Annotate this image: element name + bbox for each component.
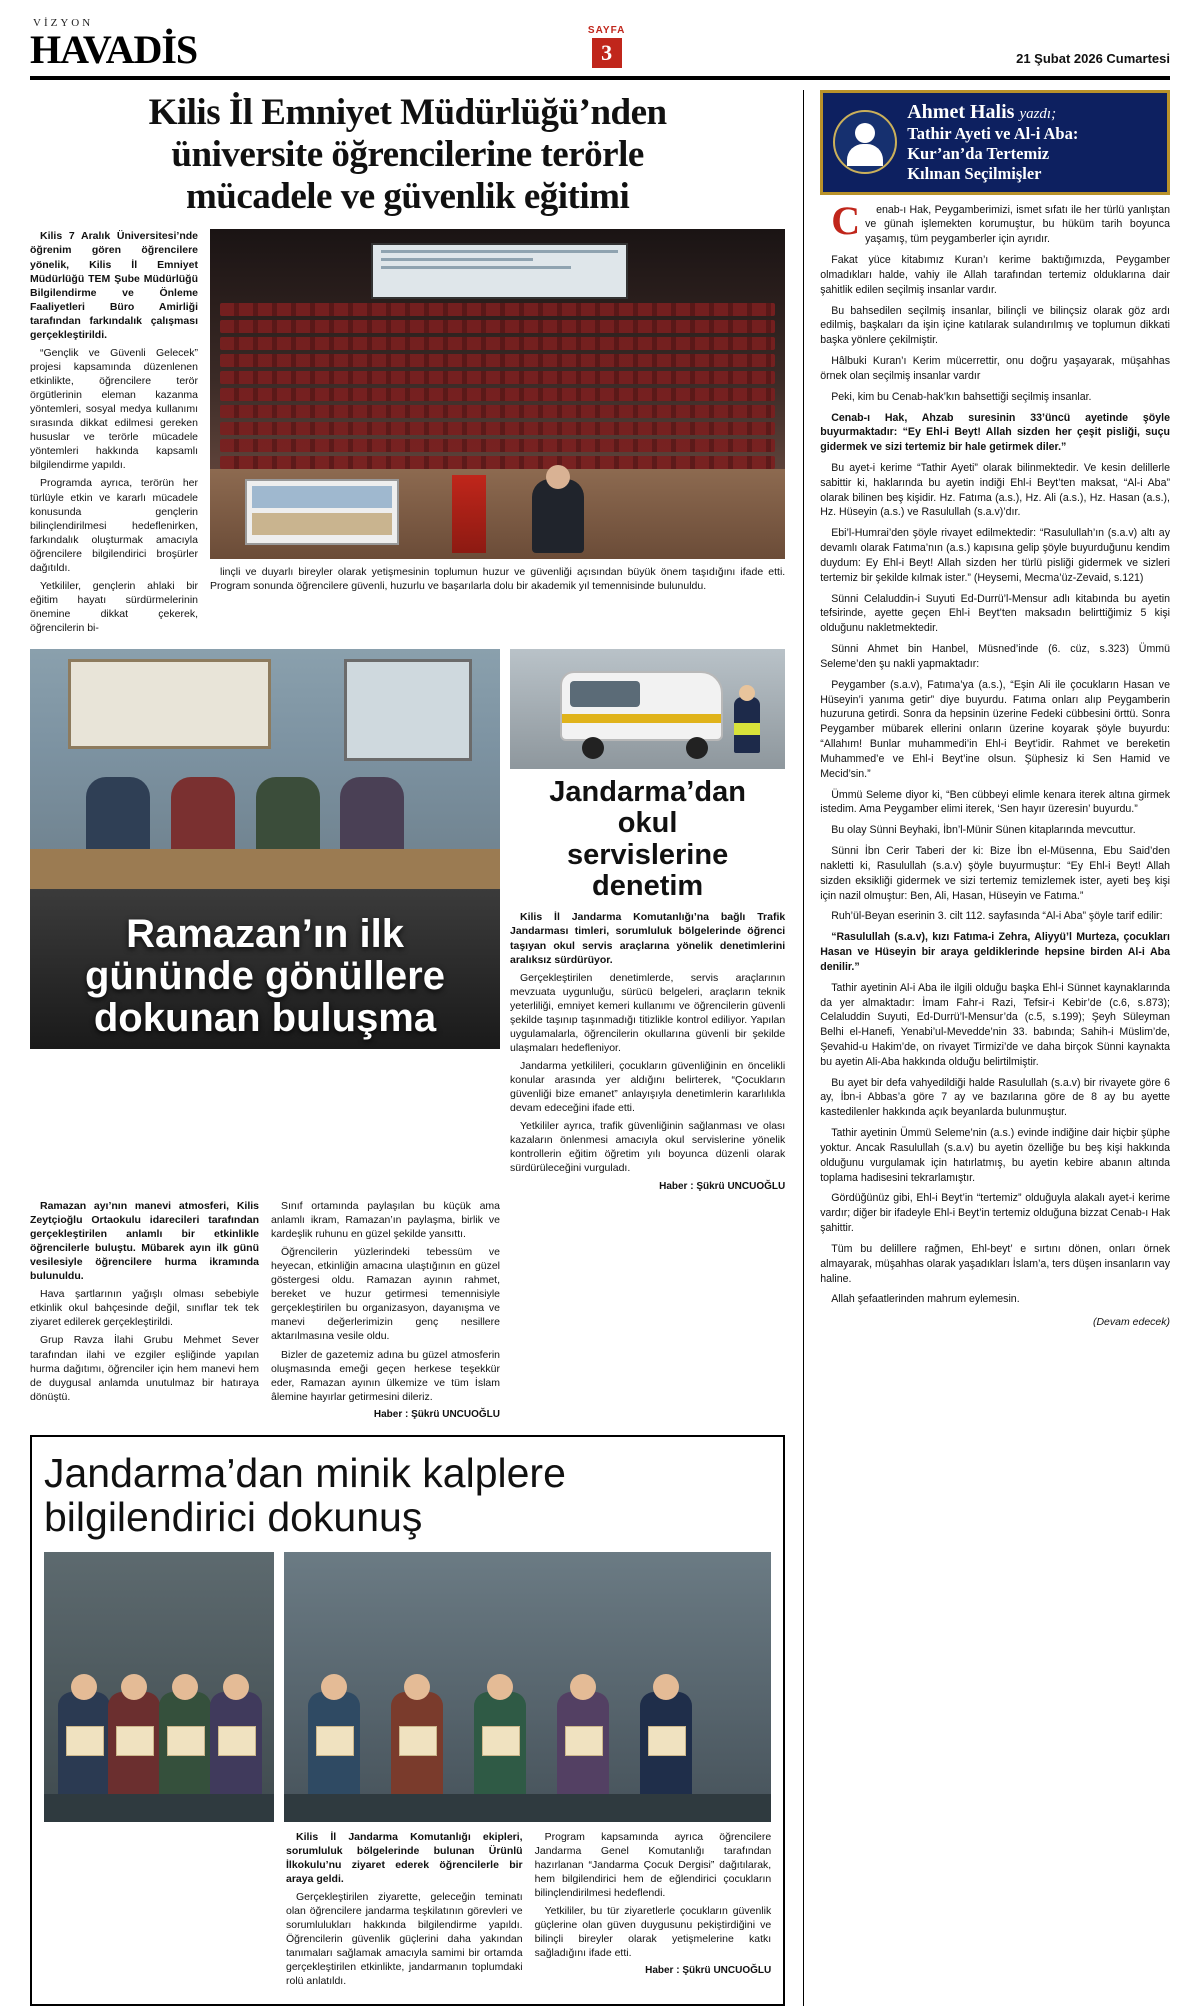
paragraph: Ebi’l-Humrai’den şöyle rivayet edilmektedir: “Rasulullah’ın (s.a.v) altı ay devamlı olarak Fatıma’nın (a.s.) kapısına gelip şöyle buyurduğunu kendim duydum: Ey Ehl-i Beyt! Allah sizden her türlü pisliği gidermek ve sizleri tertemiz bir şekilde kılmak ister.” (Heysemi, Mecma’üz-Zevaid, s.121): [820, 527, 1170, 584]
article2-col2: [271, 1199, 500, 1421]
logo-kicker: VİZYON: [33, 17, 94, 29]
article3-title-line1: Jandarma’dan: [549, 776, 746, 809]
article2-byline: Haber : Şükrü UNCUOĞLU: [373, 1408, 500, 1420]
photo-school-bus-inspection: [510, 649, 785, 769]
article1-col1: [30, 229, 198, 639]
article4-col1: [286, 1830, 523, 1993]
article1-headline-line2: üniversite öğrencilerine terörle: [171, 133, 644, 175]
article3-byline: Haber : Şükrü UNCUOĞLU: [659, 1180, 786, 1192]
van-window: [570, 681, 640, 707]
paragraph: Program kapsamında ayrıca öğrencilere Jandarma Genel Komutanlığı tarafından hazırlanan “Jandarma Çocuk Dergisi” dağıtılarak, hem bilgilendirici hem de eğlendirici çocukların bilinçlendirilmesi hedeflendi.: [534, 1830, 772, 1899]
photo-kids-group-2: [284, 1552, 771, 1822]
photo-kids-group-1: [44, 1552, 274, 1822]
paragraph: Bu bahsedilen seçilmiş insanlar, bilinçli ve bilinçsiz olarak göz ardı edilmiş, başkaları da işin içine katılarak sulandırılmış ve toplumun dikkati başka yönlere çekilmiştir.: [820, 304, 1170, 347]
paragraph: Gerçekleştirilen denetimlerde, servis araçlarının mevzuata uygunluğu, sürücü belgeleri, araçların teknik yeterliliği, emniyet kemeri kullanımı ve öğrencilerin güvenli şekilde taşınıp taşınmadığı titizlikle kontrol ediliyor. Yapılan uygulamalarla, öğrencilerin okullarına güvenli bir şekilde ulaşmaları hedefleniyor.: [510, 971, 786, 1054]
paragraph: Ümmü Seleme diyor ki, “Ben cübbeyi elimle kenara iterek altına girmek istedim. Ama Peygamber elimi iterek, ‘Sen hayır üzeresin’ buyurdu.”: [820, 788, 1170, 816]
column-body: [820, 197, 1170, 1330]
safety-vest: [734, 723, 760, 735]
page-number-badge: [588, 25, 625, 68]
paragraph: Bu olay Sünni Beyhaki, İbn’l-Münir Sünen kitaplarında mevcuttur.: [831, 824, 1136, 837]
logo-title: HAVADİS: [30, 27, 198, 72]
paragraph: Peygamber (s.a.v), Fatıma’ya (a.s.), “Eşin Ali ile çocukların Hasan ve Hüseyin’i yanıma getir” diye buyurdu. Fatıma onları alıp Peygamberin huzuruna getirdi. Sonra da hepsinin üzerine Fedeki cübbesini örttü. Sonra Peygamber mübarek ellerini onların üzerine koyarak şöyle buyurdu: “Allahım! Bunlar muhammedi’in Ehl-i Beyt’idir. Rahmet ve bereketin Muhammed’e ve Ehl-i Beyt’ine olsun. Şüphesiz ki Sen Hamid ve Mecid’sin.”: [820, 678, 1170, 780]
paragraph: Jandarma yetkilileri, çocukların güvenliğinin en öncelikli konular arasında yer aldığını belirterek, “Çocukların güvenliği bize emanet” anlayışıyla denetimlerin kararlılıkla devam edeceğini ifade etti.: [510, 1060, 786, 1115]
paragraph: “Gençlik ve Güvenli Gelecek” projesi kapsamında düzenlenen etkinlikte, öğrencilere terör örgütlerinin eleman kazanma yöntemleri, sosyal medya kullanımı sırasında dikkat edilmesi gereken hususlar ve terörle mücadele yöntemleri hakkında kapsamlı bilgilendirme yapıldı.: [30, 346, 198, 472]
paragraph: Peki, kim bu Cenab-hak’kın bahsettiği seçilmiş insanlar.: [831, 390, 1092, 403]
whiteboard: [68, 659, 271, 749]
column-footer: (Devam edecek): [1092, 1316, 1170, 1329]
page-body: [30, 90, 1170, 2006]
paragraph: Hava şartlarının yağışlı olması sebebiyle etkinlik okul bahçesinde değil, sınıflar tek tek ziyaret edilerek gerçekleştirildi.: [30, 1288, 259, 1329]
photo-classroom-ramazan: [30, 649, 500, 889]
avatar: [833, 110, 897, 174]
speaker-figure: [532, 479, 584, 553]
paragraph: Yetkililer, bu tür ziyaretlerle çocukların güvenlik güçlerine olan güven duygusunu pekiştirdiğini ve bilinçli bireyler olarak yetişmelerine katkı sağladığını ifade etti.: [534, 1905, 772, 1960]
article2-col1: [30, 1199, 259, 1421]
columnist-name: [907, 101, 1078, 124]
newspaper-logo: [30, 18, 197, 70]
paragraph: Yetkililer, gençlerin ahlaki bir eğitim hayatı sürdürmelerinin önemine dikkat çekerek, öğrencilerin bi-: [30, 579, 198, 635]
paragraph: Bizler de gazetemiz adına bu güzel atmosferin oluşmasında emeği geçen herkese teşekkür eder, Ramazan ayının ülkemize ve tüm İslam âlemine hayırlar getirmesini dileriz.: [271, 1348, 500, 1403]
paragraph: Grup Ravza İlahi Grubu Mehmet Sever tarafından ilahi ve ezgiler eşliğinde yapılan hurma dağıtımı, öğrenciler için hem manevi hem de duygusal anlamda unutulmaz bir hatıraya dönüştü.: [30, 1334, 259, 1403]
article2-title-line1: Ramazan’ın ilk: [126, 912, 404, 957]
article2-body: [30, 1199, 500, 1421]
columnist-header: [820, 90, 1170, 195]
article4-title-line1: Jandarma’dan minik kalplere: [44, 1450, 566, 1497]
article1-headline: [30, 92, 785, 217]
article2-title-line2: gününde gönüllere: [85, 954, 445, 999]
columnist-verb: yazdı;: [1019, 106, 1057, 122]
columnist-column: [803, 90, 1170, 2006]
paragraph: Programda ayrıca, terörün her türlüyle etkin ve kararlı mücadele konusunda gençlerin bilinçlendirilmesi hedeflenirken, farkındalık oluşturmak amacıyla öğrencilere bilgilendirici broşürler dağıtıldı.: [30, 477, 198, 574]
paragraph: Sınıf ortamında paylaşılan bu küçük ama anlamlı ikram, Ramazan’ın paylaşma, birlik ve kardeşlik ruhunu en güzel şekilde yansıttı.: [271, 1199, 500, 1241]
van-stripe: [562, 714, 722, 723]
paragraph: Gerçekleştirilen ziyarette, geleceğin teminatı olan öğrencilere jandarma teşkilatının görevleri ve sorumlulukları hakkında bilgilendirme yapıldı. Öğrencilerin güvenlik güçlerini daha yakından tanımaları sağlamak amacıyla samimi bir ortamda gerçekleştirilen etkinlikte, jandarmanın toplumdaki rolü anlatıldı.: [286, 1890, 523, 1988]
columnist-name-text: Ahmet Halis: [907, 101, 1015, 123]
paragraph: Yetkililer ayrıca, trafik güvenliğinin sağlanması ve olası kazaların önlenmesi amacıyla okul servislerine yönelik kontrollerin eğitim öğretim yılı boyunca düzenli olarak sürdürüleceğini vurguladı.: [510, 1120, 786, 1175]
paragraph: Ruh’ül-Beyan eserinin 3. cilt 112. sayfasında “Al-i Aba” şöyle tarif edilir:: [831, 910, 1163, 923]
flag: [452, 475, 486, 553]
article3-title: [510, 777, 785, 902]
paragraph: Bu ayet-i kerime “Tathir Ayeti” olarak bilinmektedir. Ve kesin delillerle sabittir ki, haklarında bu ayetin indiği Ehl-i Beyt’ten maksat, “Al-i Aba” olarak bilinen beş kişidir. Hz. Fatıma (a.s.), Hz. Ali (a.s.), Hz. Hasan (a.s.), Hz. Hüseyin (a.s.) ve Rasulullah (s.a.v)’dır.: [820, 462, 1170, 519]
audience-seats: [210, 299, 785, 473]
article-police-training: [30, 92, 785, 639]
article2-title: [30, 913, 500, 1039]
paragraph: Hâlbuki Kuran’ı Kerim mücerrettir, onu doğru yaşayarak, müşahhas örnek olan seçilmiş insanlar vardır: [820, 355, 1170, 382]
paragraph: “Rasulullah (s.a.v), kızı Fatıma-i Zehra, Aliyyü’l Murteza, çocukları Hasan ve Hüseyin bir araya geldiklerinde hepsine birden Al-i Aba denilir.”: [820, 931, 1170, 973]
article2-banner: [30, 889, 500, 1049]
article-jandarma-kids: [30, 1435, 785, 2006]
paragraph: Bu ayet bir defa vahyedildiği halde Rasulullah (s.a.v) bir rivayete göre 6 ay, İbn-i Abbas’a göre 7 ay ve bazılarına göre de 8 ay bu ayette kastedilenler hakkında açık beyanlarda bulunmuştur.: [820, 1076, 1170, 1119]
paragraph: Sünni İbn Cerir Taberi der ki: Bize İbn el-Müsenna, Ebu Said’den nakletti ki, Rasulullah (s.a.v) şöyle buyurmuştur: “Ey Ehl-i Beyt! Allah sizden eksikliği gidermek ve sizi tertemiz temizlemek ister, ayeti beş kişi için nazil olmuştur: Ben, Ali, Hasan, Hüseyin ve Fatıma.”: [820, 845, 1170, 902]
paragraph: Gördüğünüz gibi, Ehl-i Beyt’in “tertemiz” olduğuyla alakalı ayet-i kerime vardır; diğer bir ifadeyle Ehl-i Beyt’in tertemiz olduğuna bizzat Cenab-ı Hak şahittir.: [820, 1192, 1170, 1235]
masthead: [30, 18, 1170, 80]
column-title-line1: Tathir Ayeti ve Al-i Aba:: [907, 124, 1079, 144]
article3-title-line3: servislerine: [566, 838, 729, 871]
photo-conference-hall: [210, 229, 785, 559]
column-title-line3: Kılınan Seçilmişler: [907, 163, 1042, 183]
paragraph-text: enab-ı Hak, Peygamberimizi, ismet sıfatı ile her türlü yanlıştan ve günah işlemekten korumuştur, bu hüküm tarih boyunca yaşamış, tüm peygamberler için ayrıdır.: [865, 203, 1170, 246]
paragraph: Ramazan ayı’nın manevi atmosferi, Kilis Zeytçioğlu Ortaokulu idarecileri tarafından gerçekleştirilen anlamlı bir etkinlikle öğrencilerle buluştu. Mübarek ayın ilk günü vesilesiyle öğrencilere hurma ikramında bulunuldu.: [30, 1199, 259, 1283]
paragraph: Tathir ayetinin Ümmü Seleme’nin (a.s.) evinde indiğine dair hiçbir şüphe yoktur. Ancak Rasulullah (s.a.v) bu ayetin özelliğe bu beş kişi hakkında olduğunu vurgulamak için hatırlatmış, bu ayetin kebire abanın altında toplama hadisesini tekrarlamıştır.: [820, 1127, 1170, 1184]
paragraph: linçli ve duyarlı bireyler olarak yetişmesinin toplumun huzur ve güvenliği açısından büyük önem taşıdığını ifade etti. Program sonunda öğrencilere güvenli, huzurlu ve başarılarla dolu bir akademik yıl temennisinde bulunuldu.: [210, 566, 786, 593]
article2-title-line3: dokunan buluşma: [93, 996, 437, 1041]
article4-title: [44, 1451, 771, 1540]
paragraph: Sünni Ahmet bin Hanbel, Müsned’inde (6. cüz, s.323) Ümmü Seleme’den şu nakli yapmaktadır:: [820, 643, 1170, 670]
column-title-line2: Kur’an’da Tertemiz: [907, 143, 1050, 163]
page-label: SAYFA: [587, 25, 626, 36]
stage: [210, 469, 785, 559]
paragraph-first: [820, 197, 1170, 247]
paragraph: Tüm bu delillere rağmen, Ehl-beyt’ e sırtını dönen, onları örnek almayarak, müşahhas olarak yaşadıkları İslam’a, ters düşen insanların vay haline.: [820, 1242, 1170, 1285]
school-van: [560, 671, 724, 741]
article3-title-line2: okul: [617, 807, 678, 840]
left-column: [30, 90, 785, 2006]
paragraph: Sünni Celaluddin-i Suyuti Ed-Durrü’l-Mensur adlı kitabında bu ayetin tefsirinde, ayette geçen Ehl-i Beyt’ten maksadın belirttiğimiz 5 kişi olduğunu nakletmektedir.: [820, 592, 1170, 635]
article3-body: [510, 910, 785, 1193]
article1-headline-line3: mücadele ve güvenlik eğitimi: [185, 175, 630, 217]
projection-screen: [371, 243, 628, 299]
paragraph: Fakat yüce kitabımız Kuran’ı kerime baktığımızda, Peygamber olmadıkları halde, vahiy ile Allah tarafından tertemiz olduklarına dair şahitlik edilen seçilmiş insanlar vardır.: [820, 254, 1170, 296]
desk: [30, 849, 500, 889]
article4-byline: Haber : Şükrü UNCUOĞLU: [645, 1965, 772, 1977]
paragraph: Kilis 7 Aralık Üniversitesi’nde öğrenim gören öğrencilere yönelik, Kilis İl Emniyet Müdürlüğü TEM Şube Müdürlüğü Bilgilendirme ve Önleme Faaliyetleri Büro Amirliği tarafından farkındalık çalışması gerçekleştirildi.: [30, 230, 198, 341]
article1-headline-line1: Kilis İl Emniyet Müdürlüğü’nden: [148, 92, 667, 133]
paragraph: Tathir ayetinin Al-i Aba ile ilgili olduğu başka Ehl-i Sünnet kaynaklarında da yer almaktadır: İmam Fahr-i Razi, Tefsir-i Kebir’de (c.6, s.873); Celaluddin Suyuti, Ed-Durrü’l-Mensur’da (c.5, s.199); Şeyh Süleyman Belhi el-Hanefi, Yenabi’ul-Mevedde’nin 33. babında; Sahih-i Müslim’de, Şevahid-u Hakim’de, on rivayet Tirmizi’de ve daha birçok Sünni kaynakta bu ayetin Ali-Aba hakkında olduğu belirtilmiştir.: [820, 981, 1170, 1068]
drop-cap: C: [831, 197, 861, 243]
article1-col2: [210, 565, 785, 597]
paragraph: Öğrencilerin yüzlerindeki tebessüm ve heyecan, etkinliğin amacına ulaştığının en güzel göstergesi oldu. Ramazan ayının rahmet, bereket ve huzur getirmesi temennisiyle gerçekleştirilen bu organizasyon, dayanışma ve manevi değerlerimizin genç nesillere aktarılmasına vesile oldu.: [271, 1246, 500, 1343]
paragraph: Kilis İl Jandarma Komutanlığı’na bağlı Trafik Jandarması timleri, sorumluluk bölgelerinde öğrenci taşıyan okul servis araçlarına yönelik denetimlerini aralıksız sürdürüyor.: [510, 911, 786, 966]
page-number: 3: [592, 38, 622, 68]
article4-col2: [535, 1830, 772, 1993]
paragraph: Allah şefaatlerinden mahrum eylemesin.: [831, 1293, 1020, 1306]
presentation-board: [245, 479, 399, 545]
publication-date: 21 Şubat 2026 Cumartesi: [1016, 51, 1170, 66]
article3-title-line4: denetim: [592, 870, 704, 903]
article4-title-line2: bilgilendirici dokunuş: [44, 1494, 423, 1541]
paragraph: Cenab-ı Hak, Ahzab suresinin 33’üncü ayetinde şöyle buyurmaktadır: “Ey Ehl-i Beyt! Allah sizden her çeşit pisliği, suçu gidermek ve sizi tertemiz bir hale getirmek diler.”: [820, 411, 1170, 454]
window: [344, 659, 472, 761]
paragraph: Kilis İl Jandarma Komutanlığı ekipleri, sorumluluk bölgelerinde bulunan Ürünlü İlkokulu’nu ziyaret ederek öğrencilerle bir araya geldi.: [286, 1830, 523, 1885]
